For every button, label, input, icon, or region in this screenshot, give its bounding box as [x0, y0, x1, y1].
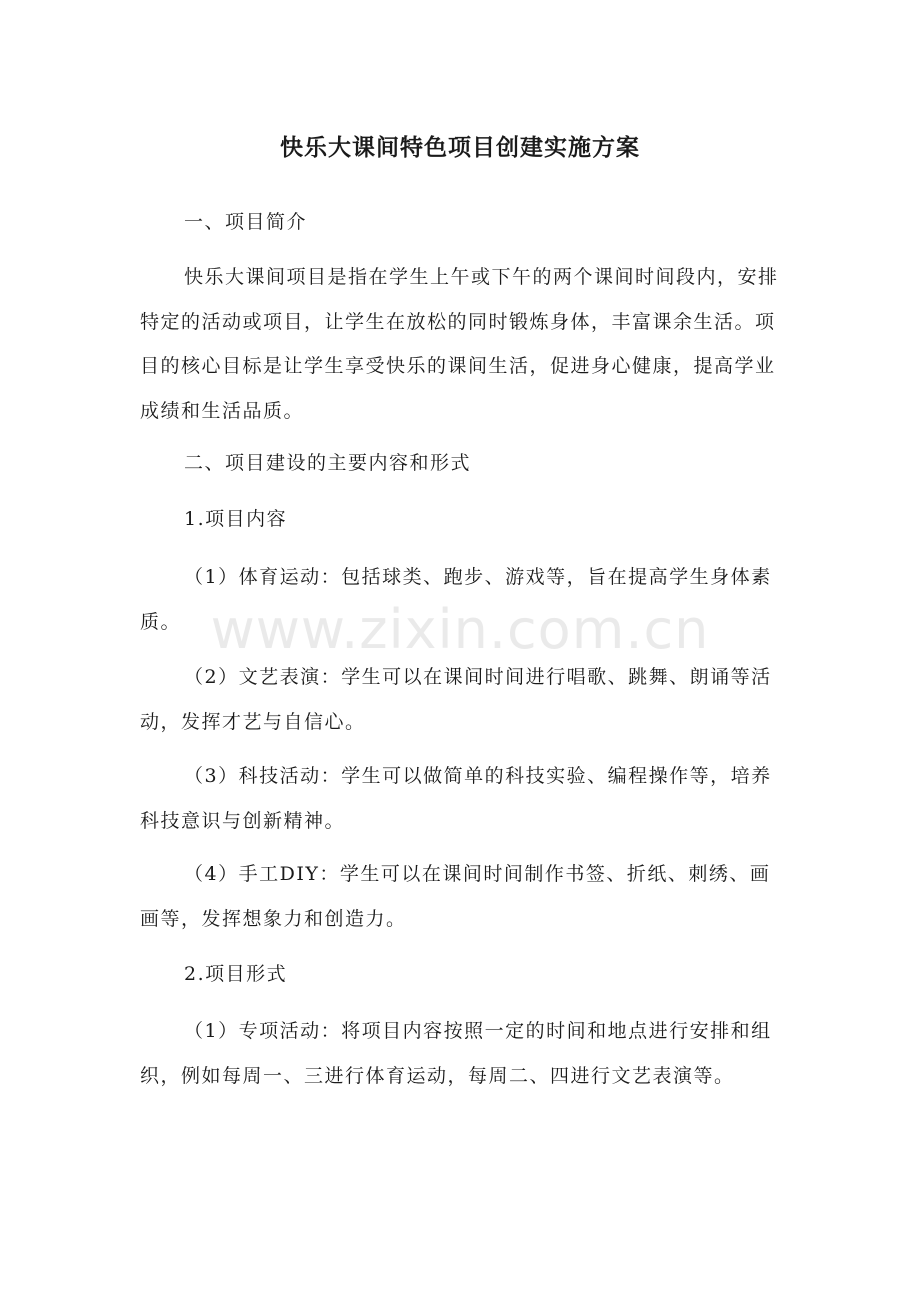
list-item-special-activities: （1）专项活动：将项目内容按照一定的时间和地点进行安排和组织，例如每周一、三进行体育运动，每周二、四进行文艺表演等。: [140, 1020, 772, 1087]
subheading-project-form: 2.项目形式: [184, 963, 288, 985]
watermark-text: www.zixin.com.cn: [210, 598, 710, 661]
paragraph-intro-body: 快乐大课间项目是指在学生上午或下午的两个课间时间段内，安排特定的活动或项目，让学生在放松的同时锻炼身体，丰富课余生活。项目的核心目标是让学生享受快乐的课间生活，促进身心健康，提高学业成绩和生活品质。: [140, 266, 779, 422]
document-title: 快乐大课间特色项目创建实施方案: [280, 135, 640, 161]
section-heading-content-form: 二、项目建设的主要内容和形式: [184, 452, 472, 474]
section-heading-intro: 一、项目简介: [184, 211, 308, 233]
list-item-technology: （3）科技活动：学生可以做简单的科技实验、编程操作等，培养科技意识与创新精神。: [140, 765, 772, 832]
list-item-sports: （1）体育运动：包括球类、跑步、游戏等，旨在提高学生身体素质。: [140, 566, 772, 633]
subheading-project-content: 1.项目内容: [184, 508, 288, 530]
list-item-handcraft: （4）手工DIY：学生可以在课间时间制作书签、折纸、刺绣、画画等，发挥想象力和创造力。: [140, 863, 771, 930]
list-item-arts: （2）文艺表演：学生可以在课间时间进行唱歌、跳舞、朗诵等活动，发挥才艺与自信心。: [140, 666, 772, 733]
